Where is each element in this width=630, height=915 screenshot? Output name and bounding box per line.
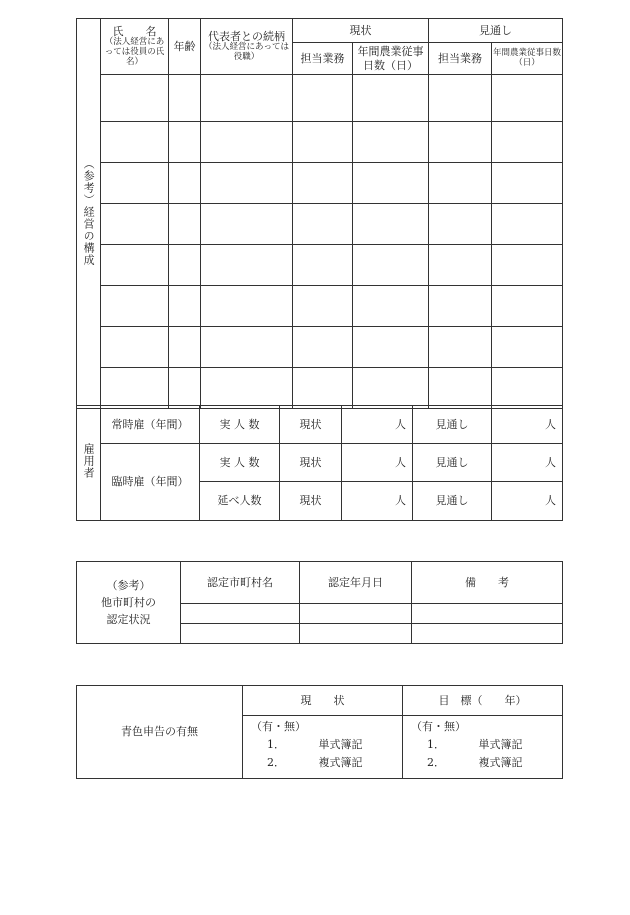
certified-date-field[interactable] xyxy=(300,604,412,624)
current-yes-no[interactable]: （有・無） xyxy=(251,720,306,733)
outlook-header: 見通し xyxy=(429,19,563,43)
member-name-field[interactable] xyxy=(101,368,169,409)
current-option-2-text: 複式簿記 xyxy=(318,756,363,770)
target-option-2-text: 複式簿記 xyxy=(478,756,523,770)
target-yes-no[interactable]: （有・無） xyxy=(411,720,466,733)
member-days-outlook-field[interactable] xyxy=(492,204,563,245)
member-days-current-field[interactable] xyxy=(353,368,429,409)
member-days-current-field[interactable] xyxy=(353,286,429,327)
temporary-current-label: 現状 xyxy=(280,444,342,482)
certified-city-header: 認定市町村名 xyxy=(181,562,300,604)
member-duty-outlook-field[interactable] xyxy=(429,75,492,122)
member-name-field[interactable] xyxy=(101,327,169,368)
current-header: 現状 xyxy=(293,19,429,43)
member-age-field[interactable] xyxy=(169,204,201,245)
member-name-field[interactable] xyxy=(101,204,169,245)
certification-side-line3: 認定状況 xyxy=(106,613,151,627)
member-days-current-field[interactable] xyxy=(353,204,429,245)
total-outlook-unit[interactable]: 人 xyxy=(492,482,563,521)
blue-return-current-header: 現 状 xyxy=(243,686,403,716)
management-table xyxy=(76,18,563,409)
employment-side-label: 雇用者 xyxy=(82,443,96,480)
management-side-label: （参考）経営の構成 xyxy=(82,157,96,266)
member-row xyxy=(77,327,563,368)
member-age-field[interactable] xyxy=(169,245,201,286)
temporary-outlook-unit[interactable]: 人 xyxy=(492,444,563,482)
member-name-field[interactable] xyxy=(101,163,169,204)
member-row xyxy=(77,75,563,122)
member-duty-current-field[interactable] xyxy=(293,204,353,245)
certification-side-line1: （参考） xyxy=(106,578,151,592)
age-header: 年齢 xyxy=(169,19,201,75)
member-row xyxy=(77,286,563,327)
member-age-field[interactable] xyxy=(169,122,201,163)
employment-side-label-cell xyxy=(77,406,101,521)
target-option-2[interactable] xyxy=(411,756,562,769)
member-age-field[interactable] xyxy=(169,75,201,122)
name-header-cell xyxy=(101,19,169,75)
employment-table xyxy=(76,405,563,521)
member-days-current-field[interactable] xyxy=(353,245,429,286)
target-option-1-num: 1． xyxy=(427,738,445,752)
target-option-1[interactable] xyxy=(411,738,562,751)
member-age-field[interactable] xyxy=(169,368,201,409)
name-header: 氏 名 xyxy=(112,25,157,39)
certified-city-field[interactable] xyxy=(181,604,300,624)
regular-outlook-unit[interactable]: 人 xyxy=(492,406,563,444)
total-current-label: 現状 xyxy=(280,482,342,521)
member-days-outlook-field[interactable] xyxy=(492,327,563,368)
member-duty-outlook-field[interactable] xyxy=(429,368,492,409)
member-duty-current-field[interactable] xyxy=(293,286,353,327)
member-duty-outlook-field[interactable] xyxy=(429,122,492,163)
relation-header-note: （法人経営にあっては役職） xyxy=(204,42,289,63)
member-days-outlook-field[interactable] xyxy=(492,163,563,204)
remarks-field[interactable] xyxy=(412,604,563,624)
member-days-outlook-field[interactable] xyxy=(492,122,563,163)
member-days-current-field[interactable] xyxy=(353,163,429,204)
target-option-1-text: 単式簿記 xyxy=(478,738,523,752)
regular-actual-count-label: 実 人 数 xyxy=(200,406,280,444)
member-name-field[interactable] xyxy=(101,75,169,122)
current-option-1-num: 1． xyxy=(267,738,285,752)
member-relation-field[interactable] xyxy=(201,245,293,286)
member-name-field[interactable] xyxy=(101,122,169,163)
member-duty-current-field[interactable] xyxy=(293,122,353,163)
member-age-field[interactable] xyxy=(169,327,201,368)
current-option-1[interactable] xyxy=(251,738,402,751)
total-current-unit[interactable]: 人 xyxy=(342,482,413,521)
current-option-2-num: 2． xyxy=(267,756,285,770)
target-option-2-num: 2． xyxy=(427,756,445,770)
member-relation-field[interactable] xyxy=(201,327,293,368)
temporary-employment-label: 臨時雇（年間） xyxy=(101,444,200,521)
temporary-outlook-label: 見通し xyxy=(413,444,492,482)
duty-outlook-header: 担当業務 xyxy=(429,43,492,75)
regular-outlook-label: 見通し xyxy=(413,406,492,444)
member-age-field[interactable] xyxy=(169,163,201,204)
member-duty-current-field[interactable] xyxy=(293,245,353,286)
member-duty-outlook-field[interactable] xyxy=(429,163,492,204)
member-relation-field[interactable] xyxy=(201,286,293,327)
member-row xyxy=(77,368,563,409)
blue-return-table xyxy=(76,685,563,779)
current-option-2[interactable] xyxy=(251,756,402,769)
member-duty-current-field[interactable] xyxy=(293,327,353,368)
current-option-1-text: 単式簿記 xyxy=(318,738,363,752)
total-outlook-label: 見通し xyxy=(413,482,492,521)
member-days-outlook-field[interactable] xyxy=(492,368,563,409)
days-current-header: 年間農業従事日数（日） xyxy=(353,43,429,75)
temporary-actual-count-label: 実 人 数 xyxy=(200,444,280,482)
member-days-outlook-field[interactable] xyxy=(492,245,563,286)
member-relation-field[interactable] xyxy=(201,204,293,245)
certified-city-field[interactable] xyxy=(181,624,300,644)
blue-return-current-options[interactable] xyxy=(243,716,403,779)
regular-employment-label: 常時雇（年間） xyxy=(101,406,200,444)
member-name-field[interactable] xyxy=(101,286,169,327)
certification-side-line2: 他市町村の xyxy=(101,595,156,609)
member-duty-current-field[interactable] xyxy=(293,75,353,122)
member-relation-field[interactable] xyxy=(201,163,293,204)
member-duty-outlook-field[interactable] xyxy=(429,245,492,286)
member-duty-outlook-field[interactable] xyxy=(429,327,492,368)
member-duty-outlook-field[interactable] xyxy=(429,204,492,245)
regular-current-unit[interactable]: 人 xyxy=(342,406,413,444)
member-duty-outlook-field[interactable] xyxy=(429,286,492,327)
member-age-field[interactable] xyxy=(169,286,201,327)
certification-table xyxy=(76,561,563,644)
regular-current-label: 現状 xyxy=(280,406,342,444)
member-relation-field[interactable] xyxy=(201,122,293,163)
blue-return-target-header: 目 標（ 年） xyxy=(403,686,563,716)
temporary-current-unit[interactable]: 人 xyxy=(342,444,413,482)
duty-current-header: 担当業務 xyxy=(293,43,353,75)
member-row xyxy=(77,163,563,204)
blue-return-target-options[interactable] xyxy=(403,716,563,779)
member-days-current-field[interactable] xyxy=(353,75,429,122)
member-name-field[interactable] xyxy=(101,245,169,286)
member-row xyxy=(77,204,563,245)
management-side-label-cell xyxy=(77,19,101,409)
member-days-current-field[interactable] xyxy=(353,122,429,163)
member-row xyxy=(77,122,563,163)
member-relation-field[interactable] xyxy=(201,75,293,122)
member-row xyxy=(77,245,563,286)
relation-header: 代表者との続柄 xyxy=(208,30,285,44)
member-relation-field[interactable] xyxy=(201,368,293,409)
name-header-note: （法人経営にあっては役員の氏名） xyxy=(104,37,165,67)
member-days-current-field[interactable] xyxy=(353,327,429,368)
certified-date-header: 認定年月日 xyxy=(300,562,412,604)
relation-header-cell xyxy=(201,19,293,75)
blue-return-label: 青色申告の有無 xyxy=(77,686,243,779)
certified-date-field[interactable] xyxy=(300,624,412,644)
days-outlook-header: 年間農業従事日数（日） xyxy=(492,43,563,75)
remarks-header: 備 考 xyxy=(412,562,563,604)
certification-side-cell xyxy=(77,562,181,644)
member-days-outlook-field[interactable] xyxy=(492,286,563,327)
remarks-field[interactable] xyxy=(412,624,563,644)
member-duty-current-field[interactable] xyxy=(293,368,353,409)
member-duty-current-field[interactable] xyxy=(293,163,353,204)
total-count-label: 延べ人数 xyxy=(200,482,280,521)
member-days-outlook-field[interactable] xyxy=(492,75,563,122)
